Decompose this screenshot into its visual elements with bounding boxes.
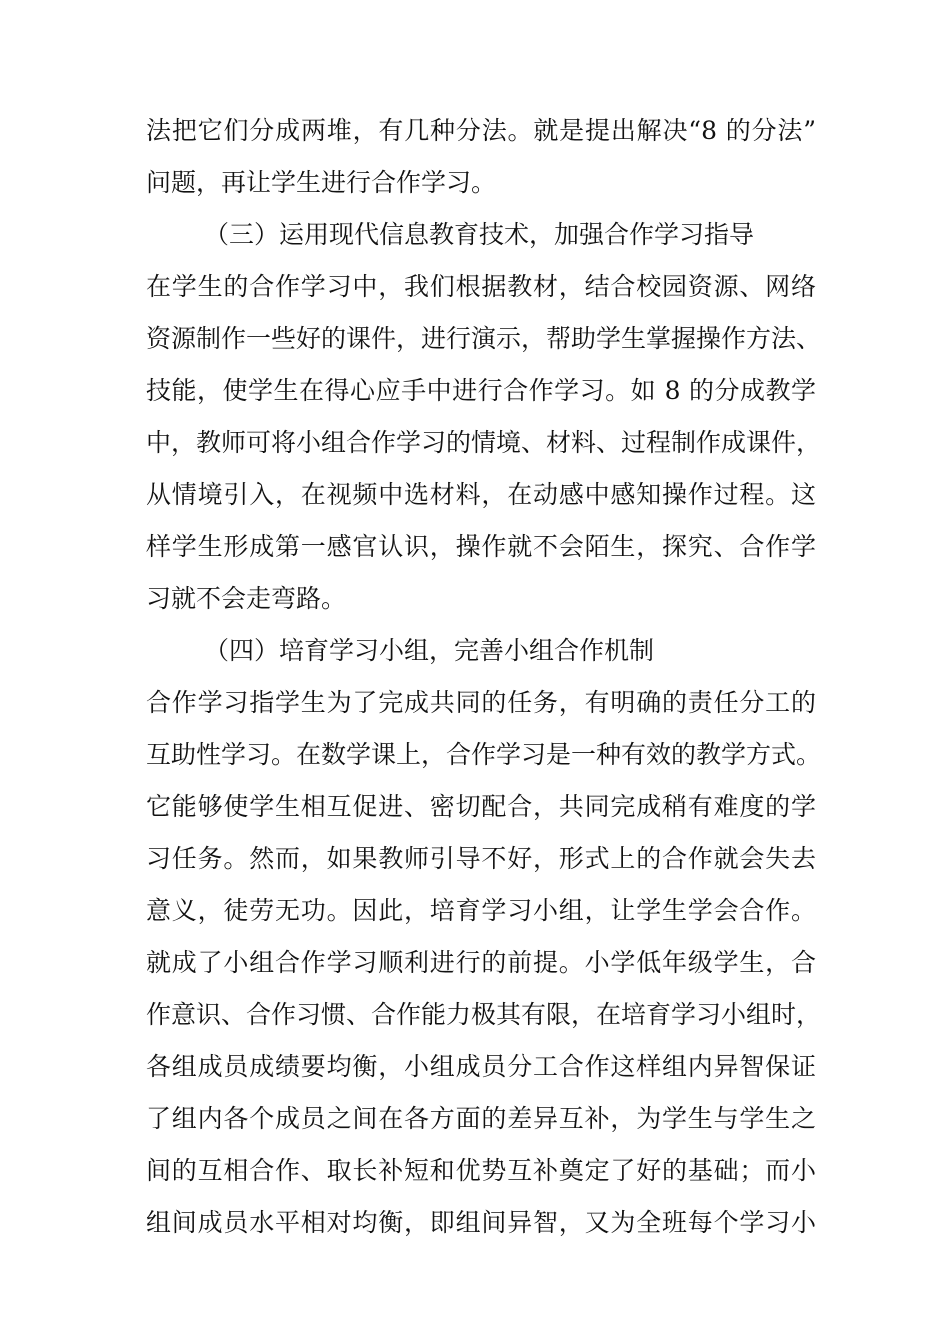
text-line: 意义，徒劳无功。因此，培育学习小组，让学生学会合作。 [146,896,816,925]
text-line: 它能够使学生相互促进、密切配合，共同完成稍有难度的学 [146,792,816,821]
text-line: 习任务。然而，如果教师引导不好，形式上的合作就会失去 [146,844,816,873]
text-line: 各组成员成绩要均衡，小组成员分工合作这样组内异智保证 [146,1052,816,1081]
text-line: 问题，再让学生进行合作学习。 [146,168,497,197]
text-line: 了组内各个成员之间在各方面的差异互补，为学生与学生之 [146,1104,816,1133]
text-line: 作意识、合作习惯、合作能力极其有限，在培育学习小组时， [146,1000,822,1029]
text-line: 资源制作一些好的课件，进行演示，帮助学生掌握操作方法、 [146,324,822,353]
text-line: 就成了小组合作学习顺利进行的前提。小学低年级学生，合 [146,948,816,977]
text-line: 中，教师可将小组合作学习的情境、材料、过程制作成课件， [146,428,822,457]
text-line: 习就不会走弯路。 [146,584,347,613]
section-heading-4: （四）培育学习小组，完善小组合作机制 [204,636,655,665]
text-line: 法把它们分成两堆，有几种分法。就是提出解决“8 的分法” [146,116,816,145]
section-heading-3: （三）运用现代信息教育技术，加强合作学习指导 [204,220,755,249]
text-line: 互助性学习。在数学课上，合作学习是一种有效的教学方式。 [146,740,822,769]
text-line: 技能，使学生在得心应手中进行合作学习。如 8 的分成教学 [146,376,816,405]
text-line: 合作学习指学生为了完成共同的任务，有明确的责任分工的 [146,688,816,717]
text-line: 从情境引入，在视频中选材料，在动感中感知操作过程。这 [146,480,816,509]
text-line: 在学生的合作学习中，我们根据教材，结合校园资源、网络 [146,272,816,301]
body-text [146,105,822,1249]
text-line: 组间成员水平相对均衡，即组间异智，又为全班每个学习小 [146,1208,816,1237]
text-line: 样学生形成第一感官认识，操作就不会陌生，探究、合作学 [146,532,816,561]
text-line: 间的互相合作、取长补短和优势互补奠定了好的基础；而小 [146,1156,816,1185]
